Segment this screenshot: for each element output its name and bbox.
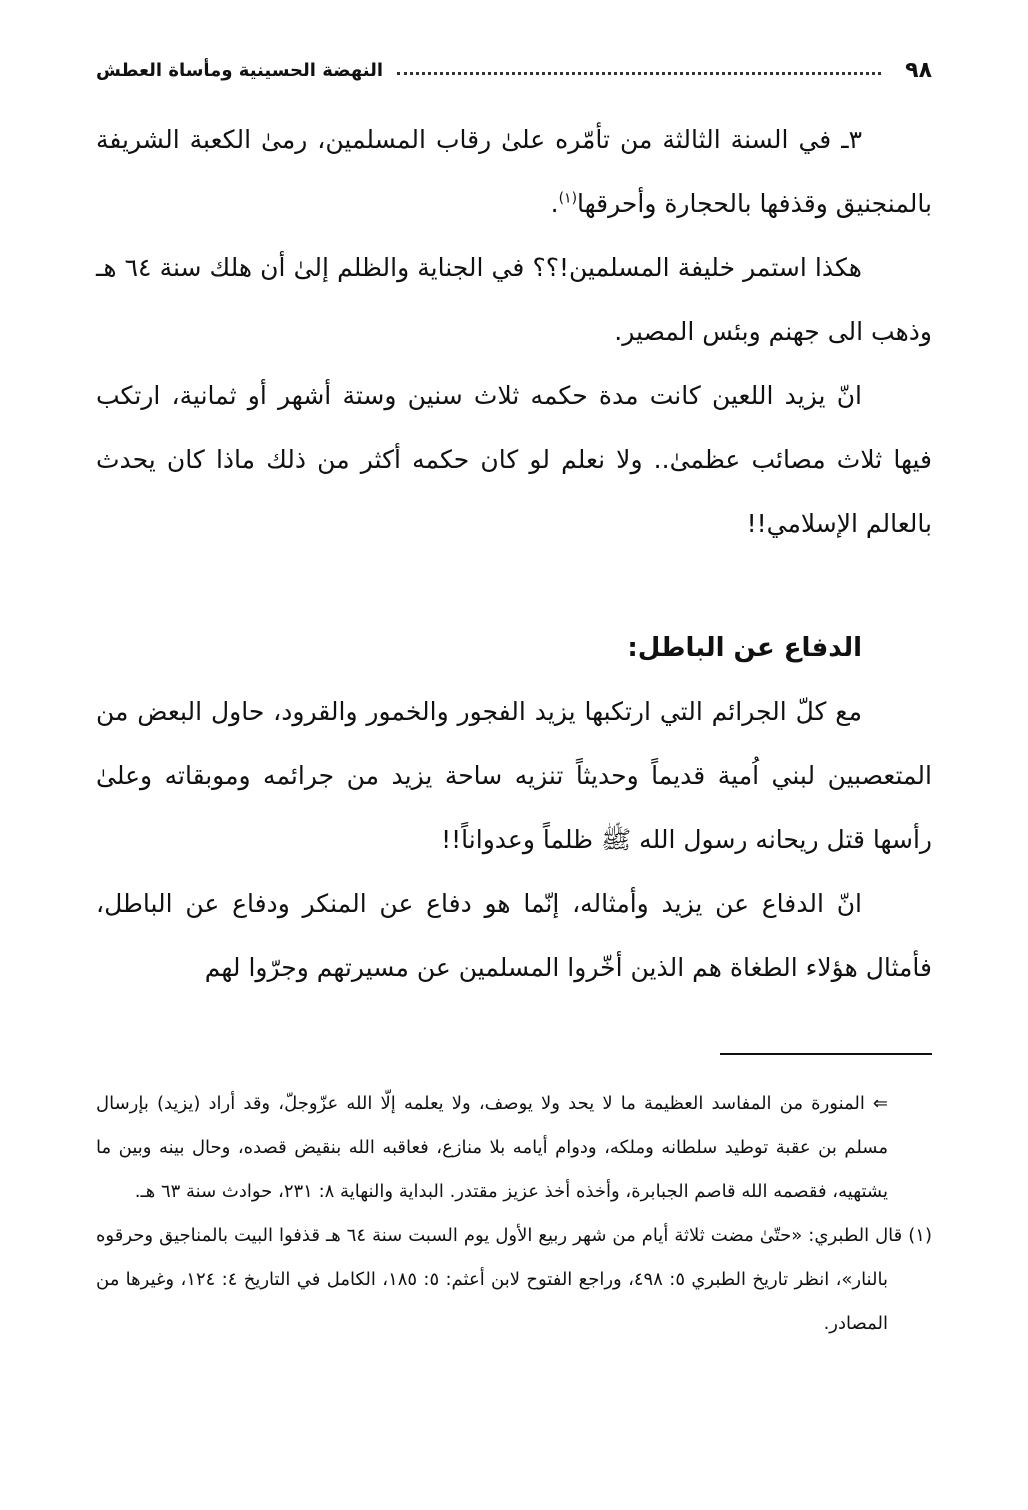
header-dotted-leader: [397, 72, 881, 75]
paragraph-4: مع كلّ الجرائم التي ارتكبها يزيد الفجور والخمور والقرود، حاول البعض من المتعصبين لبني اُمية قديماً وحديثاً تنزيه ساحة يزيد من جرائمه وموبقاته وعلىٰ رأسها قتل ريحانه رسول الله ﷺ ظلماً وعدواناً!!: [96, 697, 932, 854]
footnote-ref-1: (١): [558, 190, 578, 207]
footnote-1-marker: (١): [908, 1225, 932, 1246]
continuation-arrow-icon: ⇐: [872, 1093, 888, 1114]
footnote-continued-text: المنورة من المفاسد العظيمة ما لا يحد ولا يوصف، ولا يعلمه إلّا الله عزّوجلّ، وقد أراد (يزيد) بإرسال مسلم بن عقبة توطيد سلطانه وملكه، ودوام أيامه بلا منازع، فعاقبه الله بنقيض قصده، وحال بينه وبين ما يشتهيه، فقصمه الله قاصم الجبابرة، وأخذه أخذ عزيز مقتدر. البداية والنهاية ٨: ٢٣١، حوادث سنة ٦٣ هـ.: [96, 1093, 888, 1202]
paragraph-1-end: .: [550, 189, 559, 218]
paragraph-5: انّ الدفاع عن يزيد وأمثاله، إنّما هو دفاع عن المنكر ودفاع عن الباطل، فأمثال هؤلاء الطغاة هم الذين أخّروا المسلمين عن مسيرتهم وجرّوا لهم: [96, 889, 932, 982]
footnote-separator: [720, 1053, 932, 1055]
running-title: النهضة الحسينية ومأساة العطش: [96, 59, 384, 81]
paragraph-3: انّ يزيد اللعين كانت مدة حكمه ثلاث سنين وستة أشهر أو ثمانية، ارتكب فيها ثلاث مصائب عظمىٰ.. ولا نعلم لو كان حكمه أكثر من ذلك ماذا كان يحدث بالعالم الإسلامي!!: [96, 381, 932, 538]
footnote-1-text: قال الطبري: «حتّىٰ مضت ثلاثة أيام من شهر ربيع الأول يوم السبت سنة ٦٤ هـ قذفوا البيت بالمناجيق وحرقوه بالنار»، انظر تاريخ الطبري ٥: ٤٩٨، وراجع الفتوح لابن أعثم: ٥: ١٨٥، الكامل في التاريخ ٤: ١٢٤، وغيرها من المصادر.: [96, 1225, 903, 1334]
main-text: [96, 108, 932, 1000]
page-number: ٩٨: [905, 57, 932, 83]
paragraph-1-text: ٣ـ في السنة الثالثة من تأمّره علىٰ رقاب المسلمين، رمىٰ الكعبة الشريفة بالمنجنيق وقذفها بالحجارة وأحرقها: [96, 125, 932, 218]
page-header: [96, 52, 932, 88]
paragraph-1: [96, 108, 932, 236]
section-heading: الدفاع عن الباطل:: [627, 633, 862, 663]
footnotes: [96, 1082, 932, 1346]
paragraph-2: هكذا استمر خليفة المسلمين!؟؟ في الجناية والظلم إلىٰ أن هلك سنة ٦٤ هـ وذهب الى جهنم وبئس المصير.: [96, 253, 932, 346]
footnote-continued: [96, 1082, 932, 1214]
footnote-1: [96, 1214, 932, 1346]
